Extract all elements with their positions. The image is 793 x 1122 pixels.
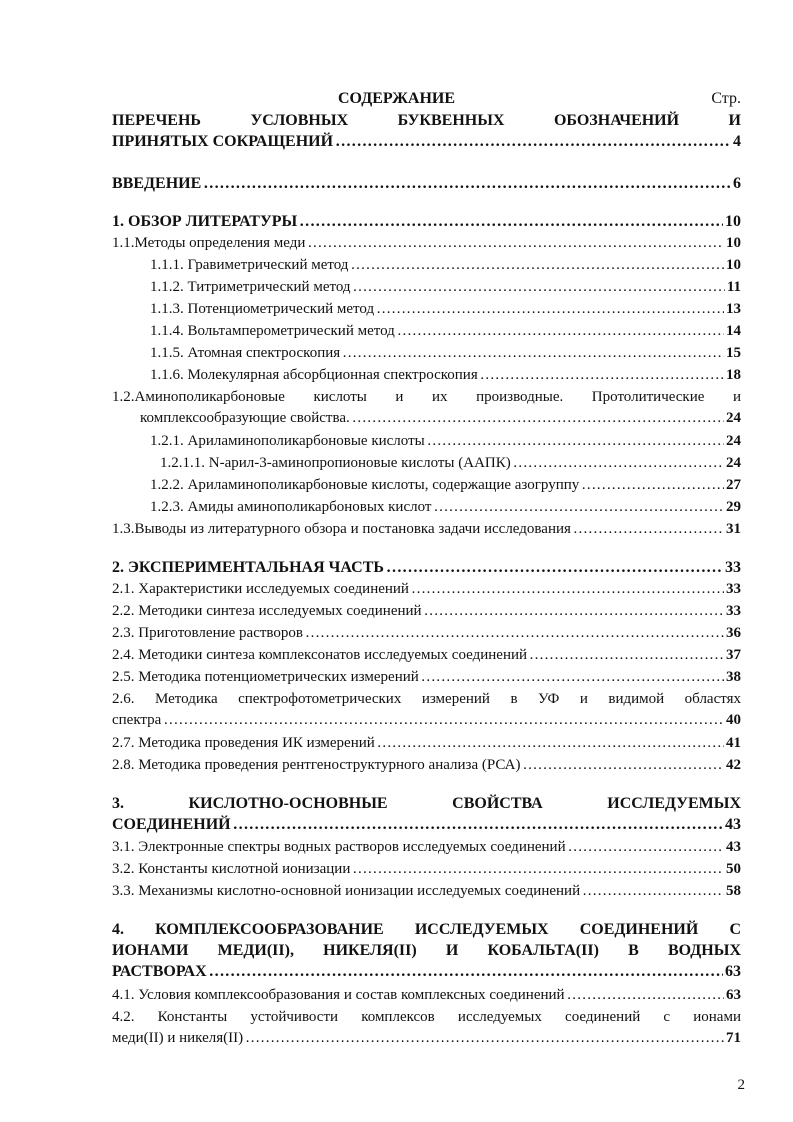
toc-entry-2-2[interactable] <box>112 601 741 622</box>
toc-entry-line: 4.2. Константы устойчивости комплексов исследуемых соединений с ионами <box>112 1009 741 1025</box>
toc-entry-text: 1.1.4. Вольтамперометрический метод <box>150 323 395 339</box>
toc-entry-1-2-2[interactable] <box>150 475 741 496</box>
toc-page-number: 63 <box>726 987 741 1003</box>
toc-page-number: 14 <box>726 323 741 339</box>
toc-page-number: 33 <box>726 581 741 597</box>
toc-entry-3-3[interactable] <box>112 881 741 902</box>
toc-entry-1-1-5[interactable] <box>150 343 741 364</box>
toc-entry-text: 3.3. Механизмы кислотно-основной ионизации исследуемых соединений <box>112 883 581 899</box>
toc-page-number: 29 <box>726 499 741 515</box>
toc-entry-line: 4. КОМПЛЕКСООБРАЗОВАНИЕ ИССЛЕДУЕМЫХ СОЕДИНЕНИЙ С <box>112 921 741 938</box>
toc-entry-1-1-6[interactable] <box>150 365 741 386</box>
toc-entry-text: 2.3. Приготовление растворов <box>112 625 303 641</box>
toc-entry-text: 1.2.1. Ариламинополикарбоновые кислоты <box>150 433 425 449</box>
toc-entry-text: 2.8. Методика проведения рентгеноструктурного анализа (РСА) <box>112 757 521 773</box>
toc-entry-chapter-3[interactable] <box>112 793 741 835</box>
toc-page-number: 18 <box>726 367 741 383</box>
toc-entry-line: 3. КИСЛОТНО-ОСНОВНЫЕ СВОЙСТВА ИССЛЕДУЕМЫХ <box>112 795 741 812</box>
toc-page-number: 38 <box>726 669 741 685</box>
toc-entry-text: 1.1.6. Молекулярная абсорбционная спектроскопия <box>150 367 478 383</box>
toc-page-number: 24 <box>726 433 741 449</box>
toc-page-number: 71 <box>726 1030 741 1046</box>
toc-page-number: 33 <box>725 559 741 576</box>
toc-page-number: 24 <box>726 410 741 426</box>
toc-entry-2-5[interactable] <box>112 667 741 688</box>
toc-entry-text: 2.2. Методики синтеза исследуемых соединений <box>112 603 422 619</box>
toc-entry-2-1[interactable] <box>112 579 741 600</box>
toc-entry-text: 2.7. Методика проведения ИК измерений <box>112 735 375 751</box>
toc-entry-4-2[interactable] <box>112 1007 741 1049</box>
toc-entry-2-4[interactable] <box>112 645 741 666</box>
toc-entry-text: комплексообразующие свойства. <box>140 410 350 426</box>
toc-page-number: 37 <box>726 647 741 663</box>
sheet-page-number: 2 <box>737 1077 745 1093</box>
toc-entry-2-3[interactable] <box>112 623 741 644</box>
toc-entry-text: ВВЕДЕНИЕ <box>112 175 202 192</box>
toc-entry-1-2[interactable] <box>112 387 741 429</box>
toc-entry-1-2-1-1[interactable] <box>160 453 741 474</box>
toc-entry-text: 1.1.5. Атомная спектроскопия <box>150 345 341 361</box>
toc-entry-text: СОЕДИНЕНИЙ <box>112 816 231 833</box>
toc-page-number: 11 <box>726 279 741 295</box>
toc-entry-chapter-4[interactable] <box>112 919 741 982</box>
toc-entry-3-2[interactable] <box>112 859 741 880</box>
toc-page-number: 31 <box>726 521 741 537</box>
toc-entry-text: 1.3.Выводы из литературного обзора и постановка задачи исследования <box>112 521 571 537</box>
toc-entry-text: 2.1. Характеристики исследуемых соединений <box>112 581 409 597</box>
toc-page-number: 43 <box>726 839 741 855</box>
toc-entry-text: 3.1. Электронные спектры водных растворов исследуемых соединений <box>112 839 566 855</box>
toc-entry-text: 3.2. Константы кислотной ионизации <box>112 861 351 877</box>
page-column-label: Стр. <box>711 90 741 107</box>
toc-entry-1-2-3[interactable] <box>150 497 741 518</box>
toc-entry-text: 1.1.1. Гравиметрический метод <box>150 257 349 273</box>
toc-entry-2-8[interactable] <box>112 755 741 776</box>
toc-page-number: 63 <box>725 963 741 980</box>
toc-page-number: 4 <box>733 133 741 150</box>
toc-entry-text: 1.1.2. Титриметрический метод <box>150 279 351 295</box>
toc-entry-text: 2.5. Методика потенциометрических измерений <box>112 669 419 685</box>
toc-entry-text: 1.2.1.1. N-арил-3-аминопропионовые кислоты (ААПК) <box>160 455 511 471</box>
toc-entry-3-1[interactable] <box>112 837 741 858</box>
toc-entry-1-1-1[interactable] <box>150 255 741 276</box>
toc-page-number: 58 <box>726 883 741 899</box>
toc-page-number: 15 <box>726 345 741 361</box>
toc-entry-chapter-1[interactable] <box>112 211 741 232</box>
toc-page-number: 10 <box>726 257 741 273</box>
toc-entry-1-1[interactable] <box>112 233 741 254</box>
toc-page-number: 50 <box>726 861 741 877</box>
toc-entry-text: 1.1.3. Потенциометрический метод <box>150 301 375 317</box>
toc-entry-abbreviations[interactable] <box>112 110 741 152</box>
toc-page-number: 42 <box>726 757 741 773</box>
toc-page-number: 43 <box>725 816 741 833</box>
toc-entry-line: ПЕРЕЧЕНЬ УСЛОВНЫХ БУКВЕННЫХ ОБОЗНАЧЕНИЙ И <box>112 112 741 129</box>
toc-page-number: 36 <box>726 625 741 641</box>
page-title: СОДЕРЖАНИЕ <box>337 90 456 107</box>
toc-entry-1-1-4[interactable] <box>150 321 741 342</box>
toc-entry-text: ПРИНЯТЫХ СОКРАЩЕНИЙ <box>112 133 334 150</box>
toc-entry-line: 1.2.Аминополикарбоновые кислоты и их производные. Протолитические и <box>112 389 741 405</box>
toc-entry-line: ИОНАМИ МЕДИ(II), НИКЕЛЯ(II) И КОБАЛЬТА(II) В ВОДНЫХ <box>112 942 741 959</box>
toc-page-number: 6 <box>733 175 741 192</box>
toc-page-number: 10 <box>725 213 741 230</box>
toc-page-number: 10 <box>726 235 741 251</box>
toc-entry-text: РАСТВОРАХ <box>112 963 207 980</box>
toc-entry-4-1[interactable] <box>112 985 741 1006</box>
toc-entry-1-3[interactable] <box>112 519 741 540</box>
toc-page-number: 24 <box>726 455 741 471</box>
toc-entry-1-1-3[interactable] <box>150 299 741 320</box>
toc-entry-text: 1.2.2. Ариламинополикарбоновые кислоты, содержащие азогруппу <box>150 477 580 493</box>
toc-entry-text: 1. ОБЗОР ЛИТЕРАТУРЫ <box>112 213 298 230</box>
toc-entry-line: 2.6. Методика спектрофотометрических измерений в УФ и видимой областях <box>112 691 741 707</box>
toc-entry-text: 2. ЭКСПЕРИМЕНТАЛЬНАЯ ЧАСТЬ <box>112 559 384 576</box>
toc-entry-introduction[interactable] <box>112 173 741 194</box>
toc-page-number: 13 <box>726 301 741 317</box>
toc-entry-text: 1.1.Методы определения меди <box>112 235 306 251</box>
toc-page-number: 41 <box>726 735 741 751</box>
toc-entry-text: спектра <box>112 712 162 728</box>
toc-entry-text: 2.4. Методики синтеза комплексонатов исследуемых соединений <box>112 647 528 663</box>
toc-entry-1-1-2[interactable] <box>150 277 741 298</box>
toc-entry-text: 1.2.3. Амиды аминополикарбоновых кислот <box>150 499 432 515</box>
toc-entry-chapter-2[interactable] <box>112 557 741 578</box>
toc-entry-2-6[interactable] <box>112 689 741 731</box>
toc-page-number: 40 <box>726 712 741 728</box>
toc-entry-text: 4.1. Условия комплексообразования и состав комплексных соединений <box>112 987 565 1003</box>
toc-entry-2-7[interactable] <box>112 733 741 754</box>
toc-entry-1-2-1[interactable] <box>150 431 741 452</box>
toc-entry-text: меди(II) и никеля(II) <box>112 1030 244 1046</box>
toc-page-number: 33 <box>726 603 741 619</box>
toc-page-number: 27 <box>726 477 741 493</box>
